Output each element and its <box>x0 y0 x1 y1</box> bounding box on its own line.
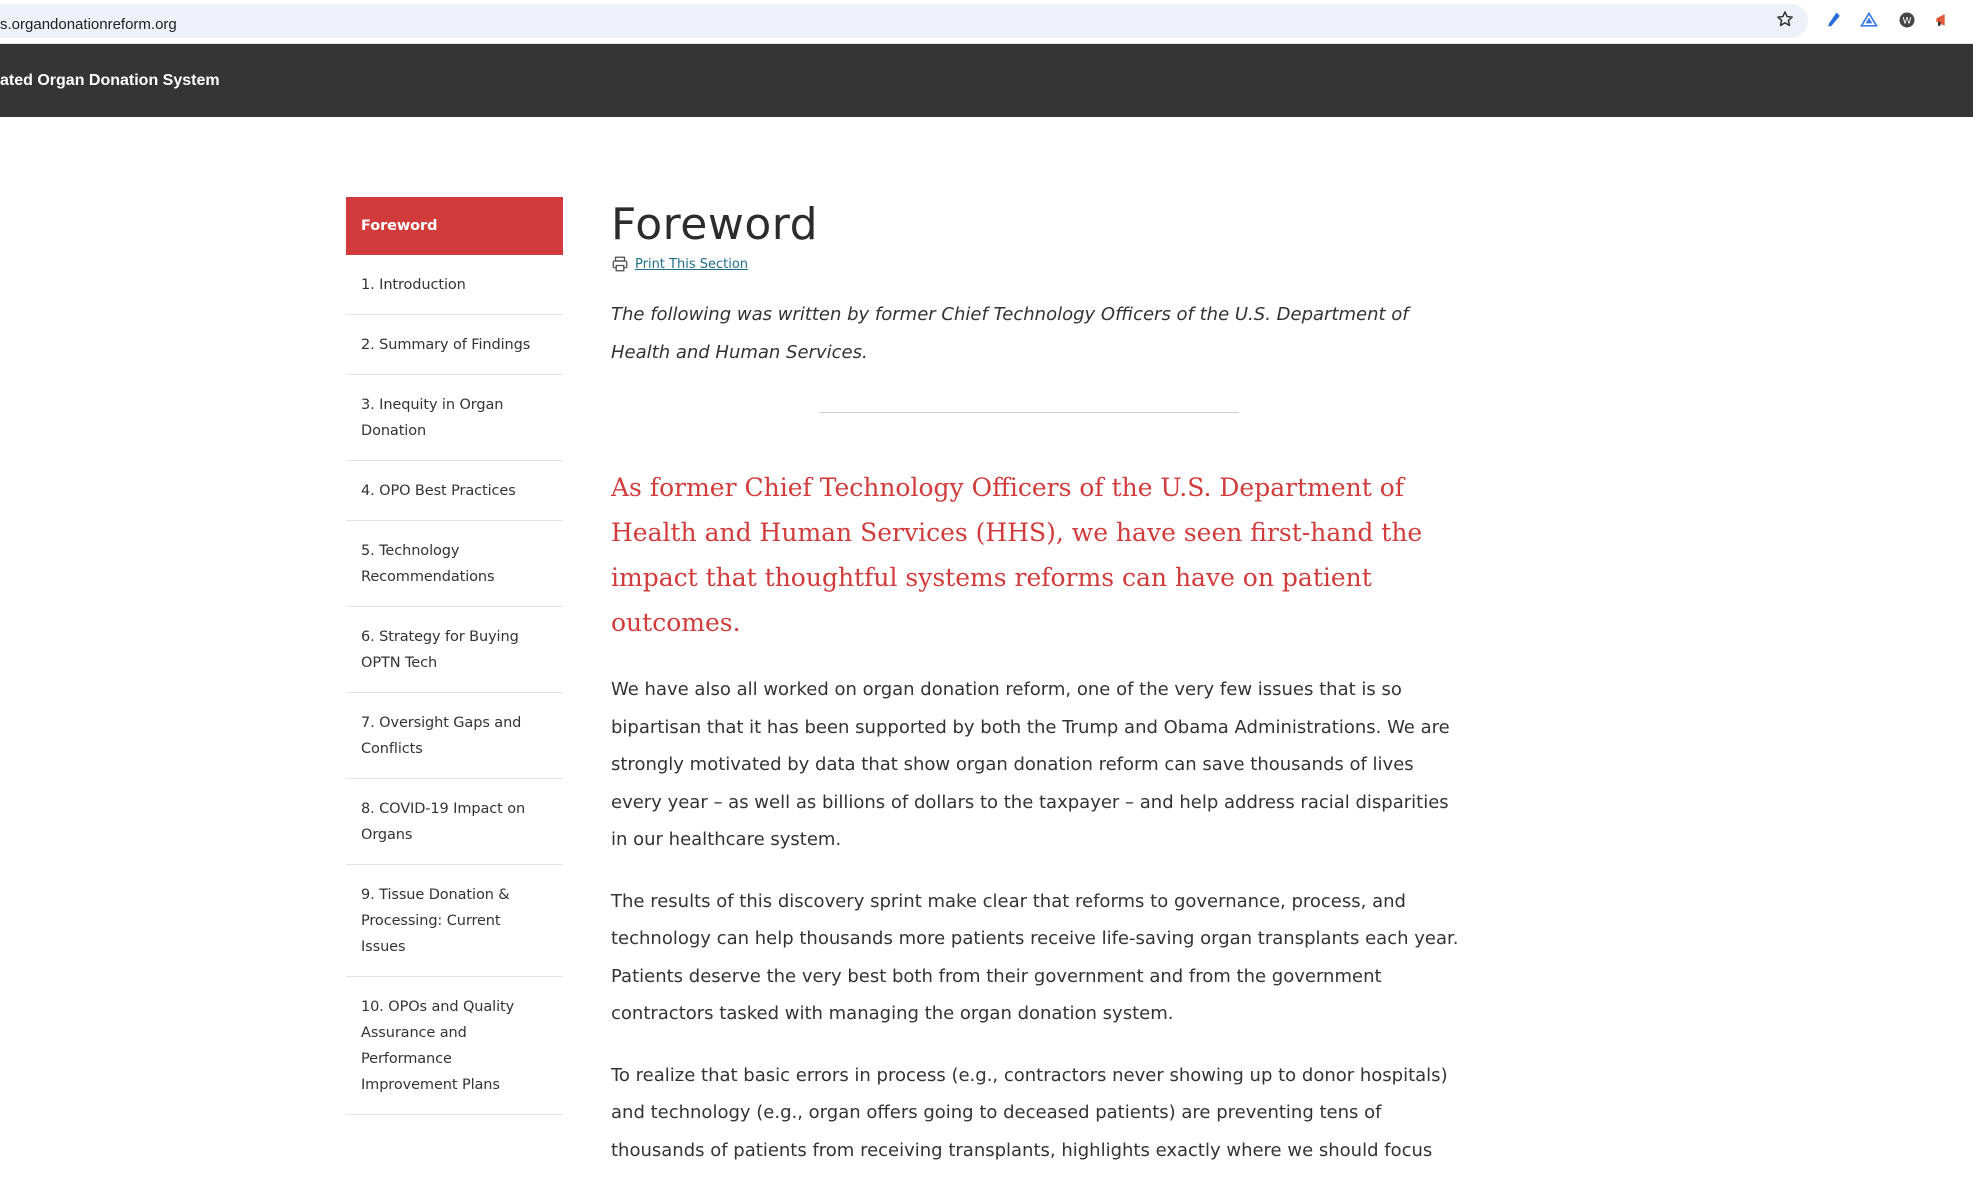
sidebar-item-strategy-optn-tech[interactable]: 6. Strategy for Buying OPTN Tech <box>346 607 563 693</box>
main-content <box>611 200 1461 1187</box>
lead-paragraph: As former Chief Technology Officers of the U.S. Department of Health and Human Services (HHS), we have seen first-hand the impact that thoughtful systems reforms can have on patient outcomes. <box>611 473 1423 637</box>
body-paragraph: To realize that basic errors in process (e.g., contractors never showing up to donor hospitals) and technology (e.g., organ offers going to deceased patients) are preventing tens of thousands of patients from receiving transplants, highlights exactly where we should focus <box>611 1064 1448 1161</box>
sidebar-item-introduction[interactable]: 1. Introduction <box>346 255 563 315</box>
sidebar-item-foreword[interactable]: Foreword <box>346 197 563 255</box>
site-title[interactable]: ated Organ Donation System <box>0 72 220 89</box>
site-header <box>0 44 1973 117</box>
url-text[interactable]: s.organdonationreform.org <box>0 16 177 33</box>
sidebar-item-summary-of-findings[interactable]: 2. Summary of Findings <box>346 315 563 375</box>
print-section-link[interactable]: Print This Section <box>635 256 749 272</box>
address-bar[interactable] <box>0 4 1808 38</box>
sidebar-item-oversight-gaps[interactable]: 7. Oversight Gaps and Conflicts <box>346 693 563 779</box>
body-paragraph: The results of this discovery sprint make clear that reforms to governance, process, and technology can help thousands more patients receive life-saving organ transplants each year. Patients deserve the very best both from their government and from the government contractors tasked with managing the organ donation system. <box>611 890 1459 1024</box>
sidebar-item-tissue-donation[interactable]: 9. Tissue Donation & Processing: Current Issues <box>346 865 563 977</box>
svg-text:W: W <box>1902 15 1912 27</box>
megaphone-extension-icon[interactable] <box>1933 10 1953 30</box>
sidebar-item-covid-impact[interactable]: 8. COVID-19 Impact on Organs <box>346 779 563 865</box>
wordpress-extension-icon[interactable] <box>1897 10 1917 30</box>
printer-icon[interactable] <box>611 255 629 273</box>
pen-extension-icon[interactable] <box>1824 10 1844 30</box>
drive-extension-icon[interactable] <box>1859 10 1879 30</box>
print-section-link-row <box>611 254 1461 274</box>
browser-toolbar <box>0 0 1973 44</box>
sidebar-item-opos-quality-assurance[interactable]: 10. OPOs and Quality Assurance and Performance Improvement Plans <box>346 977 563 1115</box>
body-paragraph: We have also all worked on organ donation reform, one of the very few issues that is so bipartisan that it has been supported by both the Trump and Obama Administrations. We are strongly motivated by data that show organ donation reform can save thousands of lives every year – as well as billions of dollars to the taxpayer – and help address racial disparities in our healthcare system. <box>611 679 1450 850</box>
sidebar-item-technology-recommendations[interactable]: 5. Technology Recommendations <box>346 521 563 607</box>
page-title: Foreword <box>611 199 819 250</box>
section-divider <box>819 412 1239 413</box>
sidebar-nav <box>346 197 563 1115</box>
intro-text: The following was written by former Chief Technology Officers of the U.S. Department of Health and Human Services. <box>611 304 1409 363</box>
sidebar-item-inequity[interactable]: 3. Inequity in Organ Donation <box>346 375 563 461</box>
sidebar-item-opo-best-practices[interactable]: 4. OPO Best Practices <box>346 461 563 521</box>
bookmark-star-icon[interactable] <box>1775 9 1795 29</box>
